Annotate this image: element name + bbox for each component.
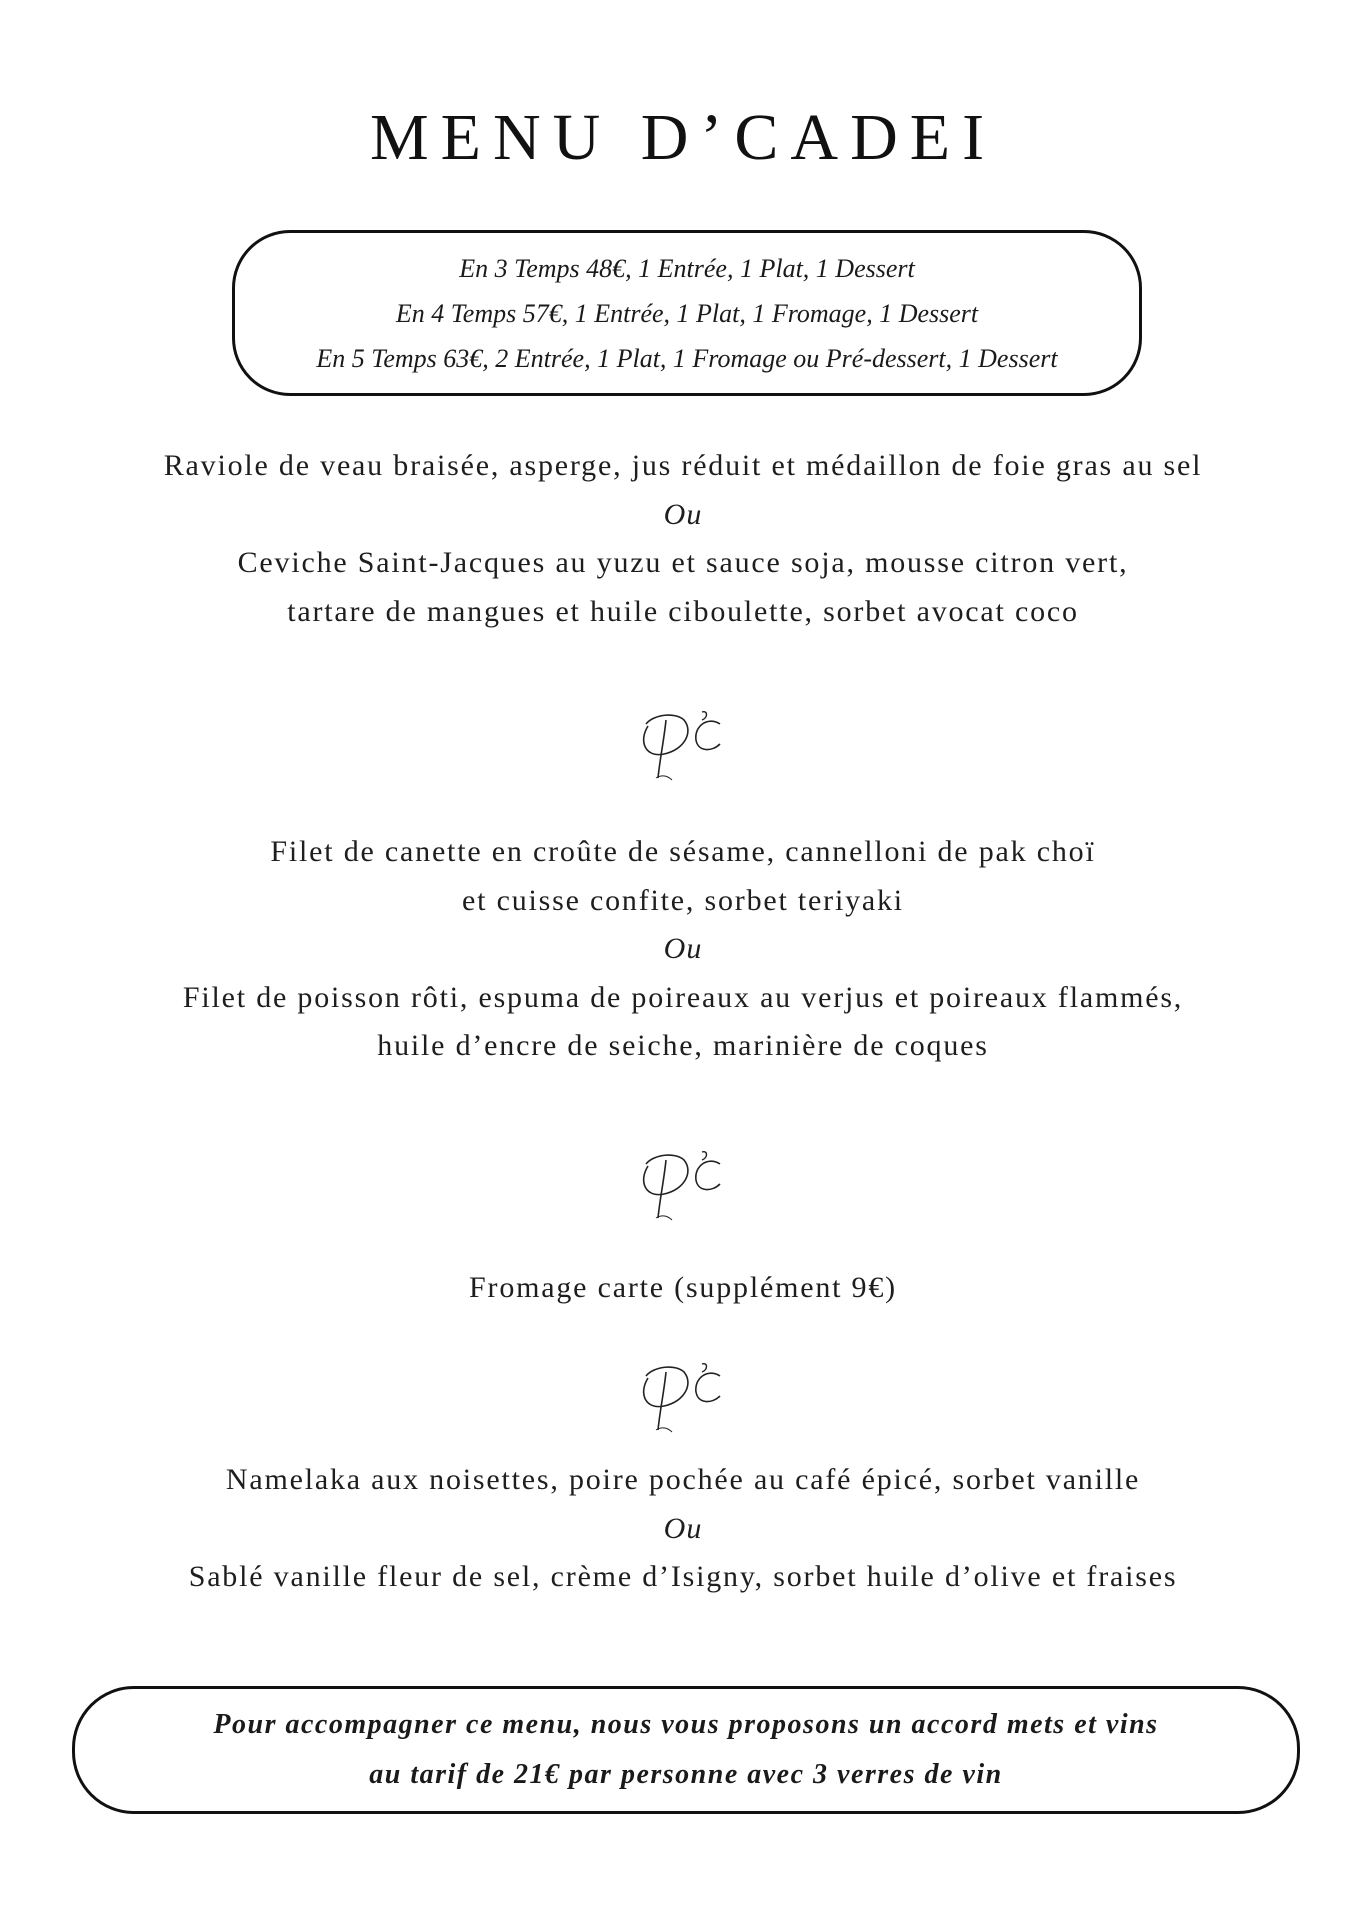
wine-pairing-box	[72, 1686, 1300, 1814]
cheese-section	[0, 1264, 1366, 1313]
main-option-2-line-2: huile d’encre de seiche, marinière de coques	[377, 1029, 989, 1062]
starters-section	[0, 442, 1366, 636]
or-separator: Ou	[663, 932, 703, 965]
wine-pairing-line-1: Pour accompagner ce menu, nous vous proposons un accord mets et vins	[213, 1709, 1159, 1740]
formula-4-temps: En 4 Temps 57€, 1 Entrée, 1 Plat, 1 Fromage, 1 Dessert	[395, 298, 979, 328]
or-separator: Ou	[663, 497, 703, 531]
dc-restaurant-logo-icon	[628, 1352, 738, 1442]
dessert-option-2: Sablé vanille fleur de sel, crème d’Isigny, sorbet huile d’olive et fraises	[188, 1560, 1178, 1593]
main-option-2-line-1: Filet de poisson rôti, espuma de poireaux au verjus et poireaux flammés,	[182, 980, 1184, 1014]
formula-5-temps: En 5 Temps 63€, 2 Entrée, 1 Plat, 1 Fromage ou Pré-dessert, 1 Dessert	[316, 343, 1058, 373]
main-option-1-line-1: Filet de canette en croûte de sésame, cannelloni de pak choï	[270, 835, 1096, 868]
starter-option-2-line-1: Ceviche Saint-Jacques au yuzu et sauce soja, mousse citron vert,	[237, 546, 1129, 579]
dc-restaurant-logo-icon	[628, 1140, 738, 1230]
dc-restaurant-logo-icon	[628, 700, 738, 790]
formula-box	[232, 230, 1142, 396]
cheese-line: Fromage carte (supplément 9€)	[469, 1271, 897, 1304]
starter-option-2-line-2: tartare de mangues et huile ciboulette, sorbet avocat coco	[287, 594, 1079, 628]
main-option-1-line-2: et cuisse confite, sorbet teriyaki	[462, 883, 904, 917]
mains-section	[0, 828, 1366, 1071]
or-separator: Ou	[663, 1511, 703, 1545]
starter-option-1: Raviole de veau braisée, asperge, jus réduit et médaillon de foie gras au sel	[163, 449, 1203, 482]
dessert-option-1: Namelaka aux noisettes, poire pochée au café épicé, sorbet vanille	[225, 1463, 1141, 1496]
menu-title: MENU D’CADEI	[369, 101, 997, 174]
desserts-section	[0, 1456, 1366, 1602]
wine-pairing-line-2: au tarif de 21€ par personne avec 3 verres de vin	[369, 1759, 1003, 1790]
formula-3-temps: En 3 Temps 48€, 1 Entrée, 1 Plat, 1 Dessert	[459, 253, 915, 283]
